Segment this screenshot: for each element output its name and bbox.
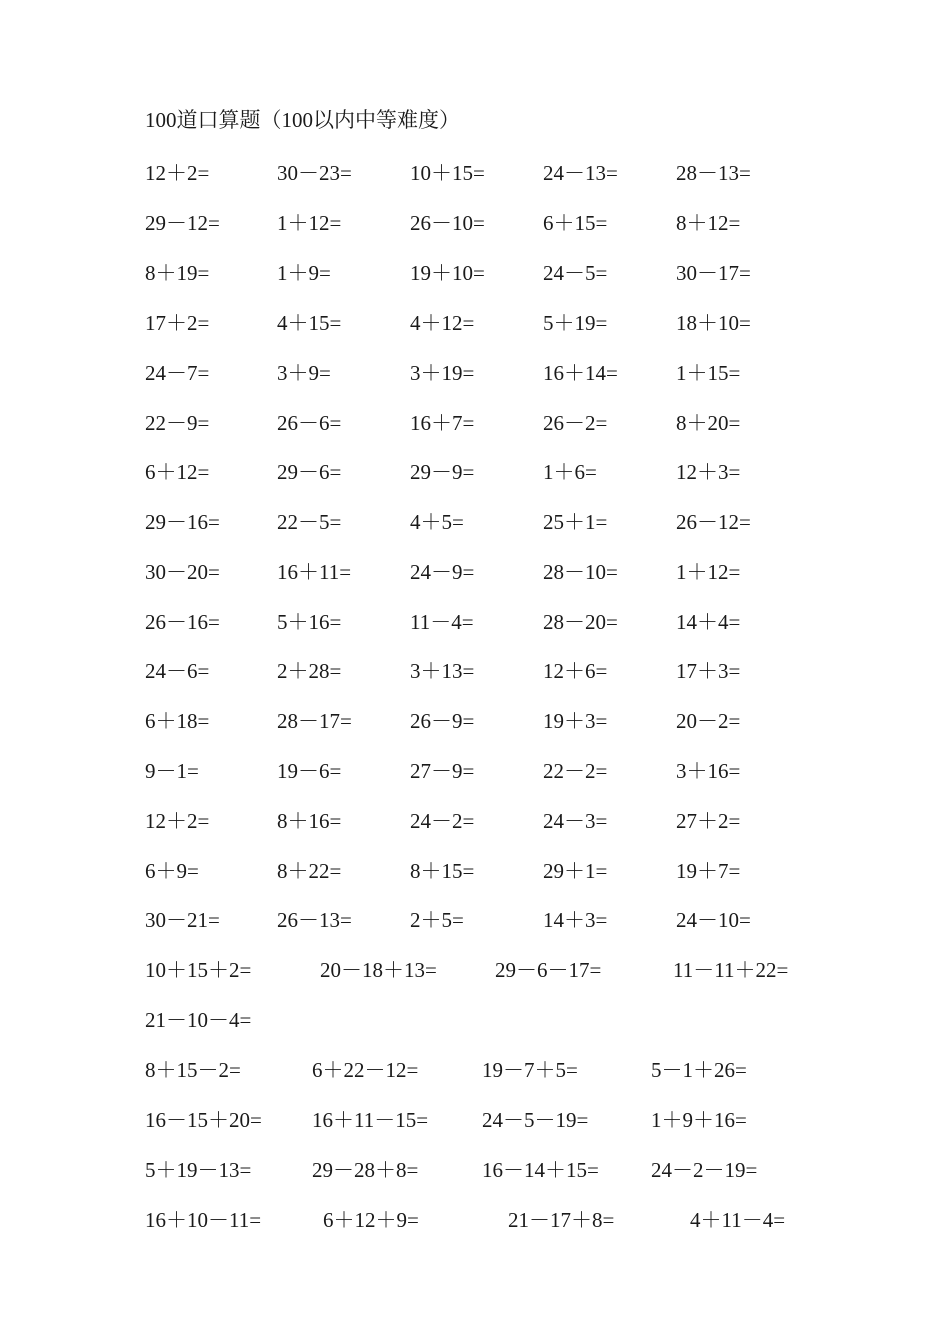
problem-row bbox=[0, 805, 950, 845]
math-problem: 14＋3= bbox=[543, 908, 608, 932]
math-problem: 17＋2= bbox=[145, 311, 210, 335]
problem-row bbox=[0, 506, 950, 546]
math-problem: 8＋12= bbox=[676, 211, 741, 235]
math-problem: 24－6= bbox=[145, 659, 210, 683]
math-problem: 6＋18= bbox=[145, 709, 210, 733]
math-problem: 26－2= bbox=[543, 411, 608, 435]
math-problem: 16＋10－11= bbox=[145, 1208, 262, 1232]
math-problem: 2＋28= bbox=[277, 659, 342, 683]
math-problem: 16＋11－15= bbox=[312, 1108, 429, 1132]
problem-row bbox=[0, 705, 950, 745]
math-problem: 26－9= bbox=[410, 709, 475, 733]
math-problem: 28－17= bbox=[277, 709, 352, 733]
math-problem: 30－21= bbox=[145, 908, 220, 932]
math-problem: 4＋15= bbox=[277, 311, 342, 335]
math-problem: 3＋19= bbox=[410, 361, 475, 385]
math-problem: 8＋16= bbox=[277, 809, 342, 833]
math-problem: 26－16= bbox=[145, 610, 220, 634]
math-problem: 25＋1= bbox=[543, 510, 608, 534]
math-problem: 29－9= bbox=[410, 460, 475, 484]
math-problem: 21－10－4= bbox=[145, 1008, 252, 1032]
math-problem: 5＋16= bbox=[277, 610, 342, 634]
math-problem: 8＋19= bbox=[145, 261, 210, 285]
math-problem: 8＋20= bbox=[676, 411, 741, 435]
math-problem: 26－13= bbox=[277, 908, 352, 932]
math-problem: 8＋15= bbox=[410, 859, 475, 883]
problem-row bbox=[0, 755, 950, 795]
math-problem: 29－16= bbox=[145, 510, 220, 534]
math-problem: 30－20= bbox=[145, 560, 220, 584]
math-problem: 6＋22－12= bbox=[312, 1058, 419, 1082]
problem-row bbox=[0, 456, 950, 496]
math-problem: 8＋15－2= bbox=[145, 1058, 241, 1082]
math-problem: 10＋15= bbox=[410, 161, 485, 185]
problem-row bbox=[0, 1204, 950, 1244]
math-problem: 12＋2= bbox=[145, 809, 210, 833]
problem-row bbox=[0, 655, 950, 695]
math-problem: 6＋12= bbox=[145, 460, 210, 484]
math-problem: 24－13= bbox=[543, 161, 618, 185]
problem-row bbox=[0, 157, 950, 197]
math-problem: 14＋4= bbox=[676, 610, 741, 634]
math-problem: 19－7＋5= bbox=[482, 1058, 578, 1082]
math-problem: 1＋9＋16= bbox=[651, 1108, 747, 1132]
problem-row bbox=[0, 1004, 950, 1044]
math-problem: 12＋6= bbox=[543, 659, 608, 683]
math-problem: 21－17＋8= bbox=[508, 1208, 615, 1232]
math-problem: 27＋2= bbox=[676, 809, 741, 833]
math-problem: 3＋16= bbox=[676, 759, 741, 783]
math-problem: 10＋15＋2= bbox=[145, 958, 252, 982]
math-problem: 4＋11－4= bbox=[690, 1208, 786, 1232]
problem-row bbox=[0, 904, 950, 944]
math-problem: 16－14＋15= bbox=[482, 1158, 599, 1182]
math-problem: 11－11＋22= bbox=[673, 958, 789, 982]
math-problem: 24－5= bbox=[543, 261, 608, 285]
problem-row bbox=[0, 855, 950, 895]
math-problem: 4＋5= bbox=[410, 510, 464, 534]
math-problem: 16＋11= bbox=[277, 560, 352, 584]
math-problem: 6＋15= bbox=[543, 211, 608, 235]
math-problem: 4＋12= bbox=[410, 311, 475, 335]
math-problem: 3＋9= bbox=[277, 361, 331, 385]
math-problem: 24－7= bbox=[145, 361, 210, 385]
math-problem: 29－28＋8= bbox=[312, 1158, 419, 1182]
math-problem: 5＋19= bbox=[543, 311, 608, 335]
math-problem: 18＋10= bbox=[676, 311, 751, 335]
math-problem: 16－15＋20= bbox=[145, 1108, 262, 1132]
math-problem: 24－2= bbox=[410, 809, 475, 833]
math-problem: 20－18＋13= bbox=[320, 958, 437, 982]
math-problem: 30－17= bbox=[676, 261, 751, 285]
math-problem: 24－3= bbox=[543, 809, 608, 833]
math-problem: 12＋3= bbox=[676, 460, 741, 484]
math-problem: 28－20= bbox=[543, 610, 618, 634]
math-problem: 26－12= bbox=[676, 510, 751, 534]
math-problem: 20－2= bbox=[676, 709, 741, 733]
math-problem: 29－12= bbox=[145, 211, 220, 235]
math-problem: 19＋3= bbox=[543, 709, 608, 733]
math-problem: 28－13= bbox=[676, 161, 751, 185]
problem-row bbox=[0, 307, 950, 347]
math-problem: 17＋3= bbox=[676, 659, 741, 683]
math-problem: 2＋5= bbox=[410, 908, 464, 932]
problem-row bbox=[0, 357, 950, 397]
math-problem: 12＋2= bbox=[145, 161, 210, 185]
math-problem: 22－9= bbox=[145, 411, 210, 435]
math-problem: 3＋13= bbox=[410, 659, 475, 683]
math-problem: 28－10= bbox=[543, 560, 618, 584]
problem-row bbox=[0, 207, 950, 247]
math-problem: 16＋14= bbox=[543, 361, 618, 385]
problem-row bbox=[0, 556, 950, 596]
math-problem: 29－6= bbox=[277, 460, 342, 484]
math-problem: 22－5= bbox=[277, 510, 342, 534]
problem-row bbox=[0, 1054, 950, 1094]
page-title: 100道口算题（100以内中等难度） bbox=[145, 108, 460, 132]
math-problem: 6＋12＋9= bbox=[323, 1208, 419, 1232]
math-problem: 29－6－17= bbox=[495, 958, 602, 982]
problem-row bbox=[0, 606, 950, 646]
math-problem: 22－2= bbox=[543, 759, 608, 783]
problem-row bbox=[0, 1154, 950, 1194]
problem-row bbox=[0, 1104, 950, 1144]
problem-row bbox=[0, 257, 950, 297]
math-problem: 26－6= bbox=[277, 411, 342, 435]
problem-row bbox=[0, 407, 950, 447]
math-problem: 6＋9= bbox=[145, 859, 199, 883]
math-problem: 24－10= bbox=[676, 908, 751, 932]
math-problem: 1＋15= bbox=[676, 361, 741, 385]
math-problem: 1＋12= bbox=[676, 560, 741, 584]
math-problem: 8＋22= bbox=[277, 859, 342, 883]
math-problem: 19＋7= bbox=[676, 859, 741, 883]
math-problem: 24－2－19= bbox=[651, 1158, 758, 1182]
math-problem: 1＋9= bbox=[277, 261, 331, 285]
math-problem: 30－23= bbox=[277, 161, 352, 185]
math-problem: 27－9= bbox=[410, 759, 475, 783]
math-problem: 1＋12= bbox=[277, 211, 342, 235]
math-problem: 5－1＋26= bbox=[651, 1058, 747, 1082]
math-problem: 11－4= bbox=[410, 610, 474, 634]
math-problem: 24－9= bbox=[410, 560, 475, 584]
problem-row bbox=[0, 954, 950, 994]
math-problem: 16＋7= bbox=[410, 411, 475, 435]
math-problem: 19＋10= bbox=[410, 261, 485, 285]
math-problem: 29＋1= bbox=[543, 859, 608, 883]
math-problem: 26－10= bbox=[410, 211, 485, 235]
math-problem: 19－6= bbox=[277, 759, 342, 783]
math-problem: 5＋19－13= bbox=[145, 1158, 252, 1182]
math-problem: 1＋6= bbox=[543, 460, 597, 484]
math-problem: 9－1= bbox=[145, 759, 199, 783]
math-problem: 24－5－19= bbox=[482, 1108, 589, 1132]
